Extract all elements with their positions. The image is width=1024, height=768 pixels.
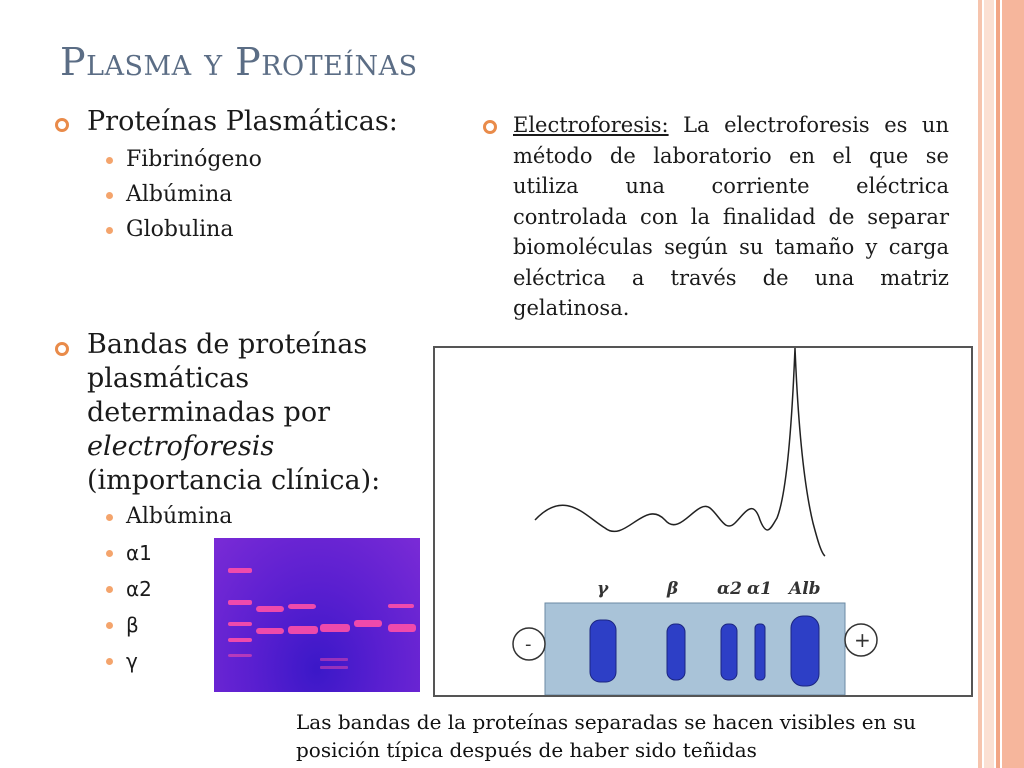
label-beta: β [667, 579, 679, 599]
bullet-dot-icon [106, 157, 113, 164]
electroforesis-term: Electroforesis: [513, 113, 669, 137]
band-item: β [126, 613, 139, 637]
list-item: Albúmina [126, 182, 233, 207]
decorative-border [978, 0, 1024, 768]
label-gamma: γ [597, 579, 609, 599]
minus-sign: - [525, 634, 532, 655]
heading-bandas-line: plasmáticas [87, 363, 250, 394]
bullet-circle-icon [483, 120, 497, 134]
densitometry-curve [535, 348, 825, 556]
label-albumin: Alb [789, 579, 821, 599]
band-item: α1 [126, 541, 152, 565]
plus-sign: + [854, 628, 871, 652]
electroforesis-definition [513, 110, 949, 324]
label-alpha1: α1 [747, 579, 772, 599]
band-alpha2 [721, 624, 737, 680]
band-gamma [590, 620, 616, 682]
electroforesis-text: La electroforesis es un método de laboratorio en el que se utiliza una corriente eléctrica controlada con la finalidad de separar biomoléculas según su tamaño y carga eléctrica a través de una matriz gelatinosa. [513, 113, 949, 320]
bullet-dot-icon [106, 192, 113, 199]
bullet-dot-icon [106, 658, 113, 665]
bullet-circle-icon [55, 342, 69, 356]
bullet-dot-icon [106, 622, 113, 629]
bullet-circle-icon [55, 118, 69, 132]
heading-bandas-tail: (importancia clínica): [87, 465, 381, 496]
label-alpha2: α2 [717, 579, 742, 599]
bullet-dot-icon [106, 586, 113, 593]
list-item: Globulina [126, 217, 234, 242]
gel-photo [214, 538, 420, 692]
band-item: γ [126, 649, 138, 673]
heading-bandas-italic: electroforesis [87, 431, 275, 462]
band-alpha1 [755, 624, 765, 680]
bullet-dot-icon [106, 550, 113, 557]
band-item: α2 [126, 577, 152, 601]
electrophoresis-diagram [433, 346, 973, 697]
band-item: Albúmina [126, 504, 233, 529]
band-beta [667, 624, 685, 680]
heading-bandas-line: determinadas por [87, 397, 330, 428]
heading-bandas-line: Bandas de proteínas [87, 329, 368, 360]
heading-proteinas-plasmaticas: Proteínas Plasmáticas: [87, 106, 398, 137]
list-item: Fibrinógeno [126, 147, 262, 172]
figure-caption: Las bandas de la proteínas separadas se hacen visibles en su posición típica después de haber sido teñidas [296, 710, 916, 762]
slide-title: Plasma y Proteínas [60, 40, 418, 84]
band-albumin [791, 616, 819, 686]
bullet-dot-icon [106, 227, 113, 234]
bullet-dot-icon [106, 514, 113, 521]
